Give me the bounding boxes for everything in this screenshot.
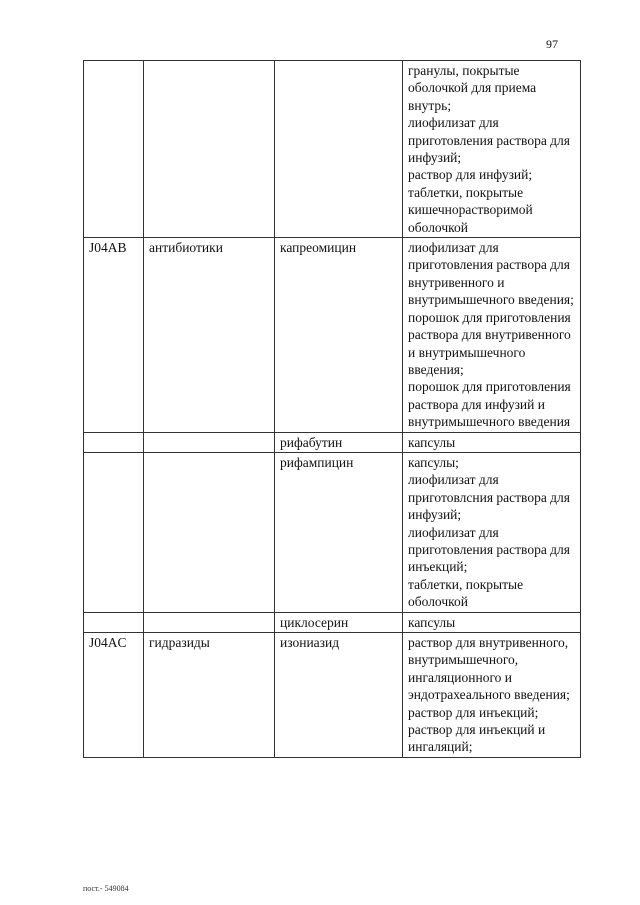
dosage-form: таблетки, покрытые оболочкой [408,576,524,610]
dosage-form: раствор для внутривенного, внутримышечного, ингаляционного и эндотрахеального введения; [408,635,570,703]
group-name-cell [144,61,275,238]
table-row [84,432,581,452]
group-name-cell: гидразиды [144,633,275,758]
dosage-forms-cell [403,633,581,758]
dosage-form: порошок для приготовления раствора для инфузий и внутримышечного введения [408,379,571,430]
atc-code-cell [84,452,144,612]
group-name-cell [144,452,275,612]
dosage-forms-cell [403,612,581,632]
dosage-forms-cell [403,238,581,432]
dosage-forms-cell [403,61,581,238]
table-row [84,633,581,758]
dosage-form: капсулы [408,434,456,450]
atc-code-cell: J04AC [84,633,144,758]
drug-table-body [84,61,581,758]
drug-table [83,60,581,758]
dosage-form: раствор для инфузий; [408,167,533,183]
table-row [84,238,581,432]
dosage-form: капсулы [408,614,456,630]
footer-code: пост.- 549084 [83,884,129,893]
dosage-form: гранулы, покрытые оболочкой для приема внутрь; [408,63,537,113]
page-number: 97 [546,37,558,51]
dosage-form: капсулы; [408,454,459,470]
group-name-cell: антибиотики [144,238,275,432]
dosage-forms-cell [403,432,581,452]
drug-name-cell: рифампицин [275,452,403,612]
atc-code-cell [84,432,144,452]
group-name-cell [144,432,275,452]
atc-code-cell: J04AB [84,238,144,432]
group-name-cell [144,612,275,632]
dosage-form: порошок для приготовления раствора для внутривенного и внутримышечного введения; [408,309,571,377]
dosage-form: таблетки, покрытые кишечнорастворимой оболочкой [408,184,533,235]
table-row [84,61,581,238]
atc-code-cell [84,61,144,238]
dosage-forms-cell [403,452,581,612]
table-row [84,452,581,612]
table-row [84,612,581,632]
dosage-form: лиофилизат для приготовления раствора для инфузий; [408,115,570,166]
drug-name-cell: изониазид [275,633,403,758]
dosage-form: раствор для инъекций и ингаляций; [408,722,546,755]
dosage-form: лиофилизат для приготовления раствора для инъекций; [408,524,570,575]
dosage-form: лиофилизат для приготовления раствора для внутривенного и внутримышечного введения; [408,240,574,308]
drug-name-cell: циклосерин [275,612,403,632]
dosage-form: раствор для инъекций; [408,704,539,720]
drug-name-cell: рифабутин [275,432,403,452]
drug-name-cell [275,61,403,238]
dosage-form: лиофилизат для приготовлсния раствора для инфузий; [408,472,570,523]
atc-code-cell [84,612,144,632]
drug-name-cell: капреомицин [275,238,403,432]
